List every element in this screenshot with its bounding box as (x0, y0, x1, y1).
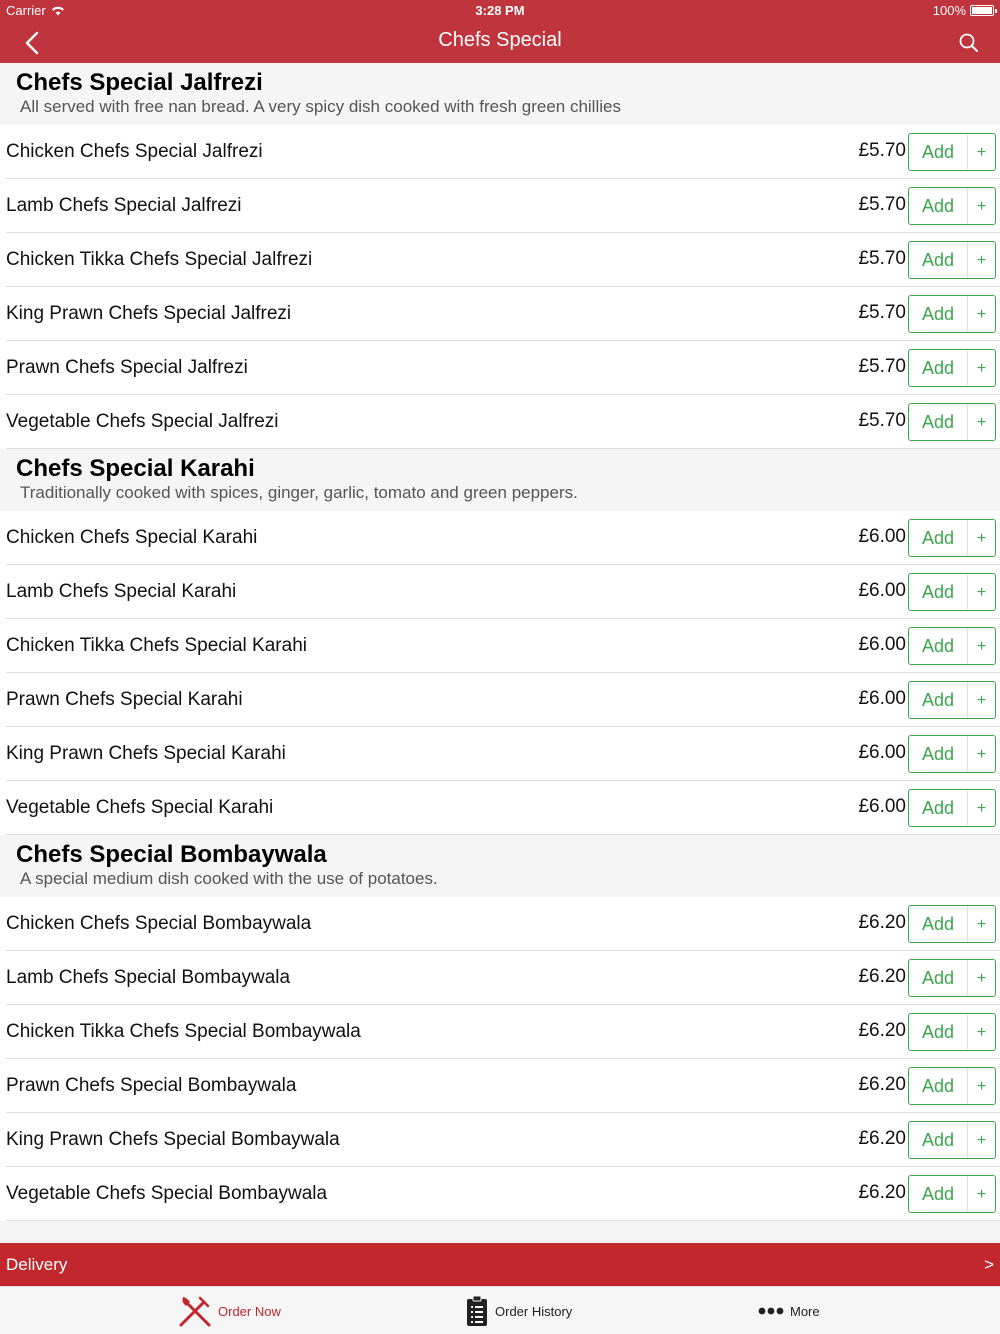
add-button-label: Add (909, 242, 968, 278)
search-icon (954, 28, 984, 58)
menu-list[interactable] (0, 63, 1000, 1243)
add-button[interactable] (908, 1067, 996, 1105)
item-price: £6.20 (858, 1020, 906, 1041)
section-description: A special medium dish cooked with the use of potatoes. (20, 869, 438, 888)
menu-item-row[interactable] (6, 781, 1000, 835)
chevron-right-icon: > (984, 1255, 994, 1274)
add-button[interactable] (908, 187, 996, 225)
section-description: All served with free nan bread. A very spicy dish cooked with fresh green chillies (20, 97, 621, 116)
menu-item-row[interactable] (6, 727, 1000, 781)
add-button-label: Add (909, 574, 968, 610)
delivery-bar[interactable] (0, 1243, 1000, 1286)
section-header (0, 449, 1000, 511)
add-button-label: Add (909, 188, 968, 224)
plus-icon: + (976, 360, 987, 377)
tab-order-now[interactable] (178, 1287, 281, 1334)
section-header (0, 835, 1000, 897)
plus-icon: + (976, 414, 987, 431)
item-name: Prawn Chefs Special Karahi (6, 689, 243, 710)
add-button[interactable] (908, 1013, 996, 1051)
item-price: £6.00 (858, 796, 906, 817)
item-price: £5.70 (858, 356, 906, 377)
item-price: £6.20 (858, 1182, 906, 1203)
add-button-label: Add (909, 960, 968, 996)
menu-item-row[interactable] (6, 897, 1000, 951)
item-name: King Prawn Chefs Special Jalfrezi (6, 303, 292, 324)
plus-icon: + (976, 746, 987, 763)
add-button[interactable] (908, 1121, 996, 1159)
battery-icon (970, 5, 994, 16)
plus-icon: + (976, 970, 987, 987)
item-name: King Prawn Chefs Special Bombaywala (6, 1129, 340, 1150)
more-dots-icon (758, 1306, 784, 1316)
add-button[interactable] (908, 627, 996, 665)
add-button-label: Add (909, 1068, 968, 1104)
add-button-label: Add (909, 350, 968, 386)
tab-label: Order History (495, 1303, 573, 1319)
add-button-label: Add (909, 1014, 968, 1050)
plus-icon: + (976, 1132, 987, 1149)
item-name: Chicken Tikka Chefs Special Karahi (6, 635, 307, 656)
add-button[interactable] (908, 241, 996, 279)
menu-item-row[interactable] (6, 951, 1000, 1005)
add-button-label: Add (909, 296, 968, 332)
battery-indicator (933, 3, 994, 18)
add-button[interactable] (908, 789, 996, 827)
item-name: Vegetable Chefs Special Karahi (6, 797, 274, 818)
item-name: Lamb Chefs Special Karahi (6, 581, 237, 602)
battery-percent: 100% (932, 3, 966, 18)
add-button[interactable] (908, 133, 996, 171)
item-price: £5.70 (858, 248, 906, 269)
menu-item-row[interactable] (6, 1005, 1000, 1059)
item-price: £6.00 (858, 688, 906, 709)
menu-item-row[interactable] (6, 233, 1000, 287)
plus-icon: + (976, 800, 987, 817)
item-price: £6.20 (858, 912, 906, 933)
section-description: Traditionally cooked with spices, ginger, garlic, tomato and green peppers. (20, 483, 578, 502)
plus-icon: + (976, 584, 987, 601)
plus-icon: + (976, 692, 987, 709)
menu-item-row[interactable] (6, 179, 1000, 233)
menu-item-row[interactable] (6, 1167, 1000, 1221)
menu-item-row[interactable] (6, 125, 1000, 179)
add-button[interactable] (908, 681, 996, 719)
item-name: Chicken Chefs Special Jalfrezi (6, 141, 263, 162)
item-name: King Prawn Chefs Special Karahi (6, 743, 286, 764)
item-name: Vegetable Chefs Special Bombaywala (6, 1183, 328, 1204)
item-name: Prawn Chefs Special Jalfrezi (6, 357, 248, 378)
add-button[interactable] (908, 573, 996, 611)
item-price: £6.20 (858, 1074, 906, 1095)
add-button-label: Add (909, 906, 968, 942)
status-time: 3:28 PM (475, 3, 525, 18)
add-button-label: Add (909, 1122, 968, 1158)
section-header (0, 63, 1000, 125)
plus-icon: + (976, 252, 987, 269)
add-button[interactable] (908, 735, 996, 773)
item-price: £6.00 (858, 526, 906, 547)
plus-icon: + (976, 1024, 987, 1041)
tab-label: Order Now (218, 1303, 281, 1319)
item-name: Prawn Chefs Special Bombaywala (6, 1075, 297, 1096)
fork-knife-icon (178, 1294, 212, 1328)
status-bar (0, 0, 1000, 22)
item-name: Chicken Chefs Special Bombaywala (6, 913, 312, 934)
add-button[interactable] (908, 519, 996, 557)
add-button[interactable] (908, 295, 996, 333)
top-bar (0, 0, 1000, 63)
tab-more[interactable] (758, 1287, 820, 1334)
add-button-label: Add (909, 1176, 968, 1212)
menu-item-row[interactable] (6, 1113, 1000, 1167)
add-button[interactable] (908, 349, 996, 387)
section-title: Chefs Special Bombaywala (16, 841, 327, 868)
tab-order-history[interactable] (465, 1287, 572, 1334)
section-title: Chefs Special Jalfrezi (16, 69, 263, 96)
add-button-label: Add (909, 736, 968, 772)
section-title: Chefs Special Karahi (16, 455, 255, 482)
tab-label: More (790, 1303, 820, 1319)
add-button[interactable] (908, 905, 996, 943)
plus-icon: + (976, 1186, 987, 1203)
add-button[interactable] (908, 403, 996, 441)
plus-icon: + (976, 144, 987, 161)
item-price: £6.00 (858, 580, 906, 601)
page-title: Chefs Special (438, 29, 562, 51)
add-button-label: Add (909, 134, 968, 170)
menu-item-row[interactable] (6, 341, 1000, 395)
menu-item-row[interactable] (6, 565, 1000, 619)
plus-icon: + (976, 306, 987, 323)
item-name: Vegetable Chefs Special Jalfrezi (6, 411, 279, 432)
add-button[interactable] (908, 1175, 996, 1213)
item-name: Chicken Tikka Chefs Special Bombaywala (6, 1021, 361, 1042)
clipboard-icon (465, 1295, 489, 1327)
menu-item-row[interactable] (6, 395, 1000, 449)
item-price: £6.20 (858, 1128, 906, 1149)
plus-icon: + (976, 1078, 987, 1095)
plus-icon: + (976, 916, 987, 933)
item-name: Chicken Chefs Special Karahi (6, 527, 258, 548)
menu-item-row[interactable] (6, 511, 1000, 565)
search-button[interactable] (954, 28, 984, 58)
item-price: £6.20 (858, 966, 906, 987)
menu-item-row[interactable] (6, 287, 1000, 341)
item-price: £5.70 (858, 410, 906, 431)
item-price: £5.70 (858, 302, 906, 323)
plus-icon: + (976, 530, 987, 547)
add-button-label: Add (909, 790, 968, 826)
item-name: Chicken Tikka Chefs Special Jalfrezi (6, 249, 313, 270)
item-name: Lamb Chefs Special Jalfrezi (6, 195, 242, 216)
menu-item-row[interactable] (6, 1059, 1000, 1113)
item-price: £5.70 (858, 140, 906, 161)
add-button[interactable] (908, 959, 996, 997)
nav-bar (0, 22, 1000, 63)
add-button-label: Add (909, 628, 968, 664)
item-price: £6.00 (858, 634, 906, 655)
item-price: £6.00 (858, 742, 906, 763)
tab-bar (0, 1286, 1000, 1334)
menu-item-row[interactable] (6, 673, 1000, 727)
item-name: Lamb Chefs Special Bombaywala (6, 967, 291, 988)
delivery-label: Delivery (6, 1255, 68, 1274)
menu-item-row[interactable] (6, 619, 1000, 673)
add-button-label: Add (909, 404, 968, 440)
carrier-label: Carrier (6, 3, 46, 18)
plus-icon: + (976, 198, 987, 215)
add-button-label: Add (909, 682, 968, 718)
item-price: £5.70 (858, 194, 906, 215)
add-button-label: Add (909, 520, 968, 556)
plus-icon: + (976, 638, 987, 655)
section-header-partial (0, 1221, 1000, 1243)
